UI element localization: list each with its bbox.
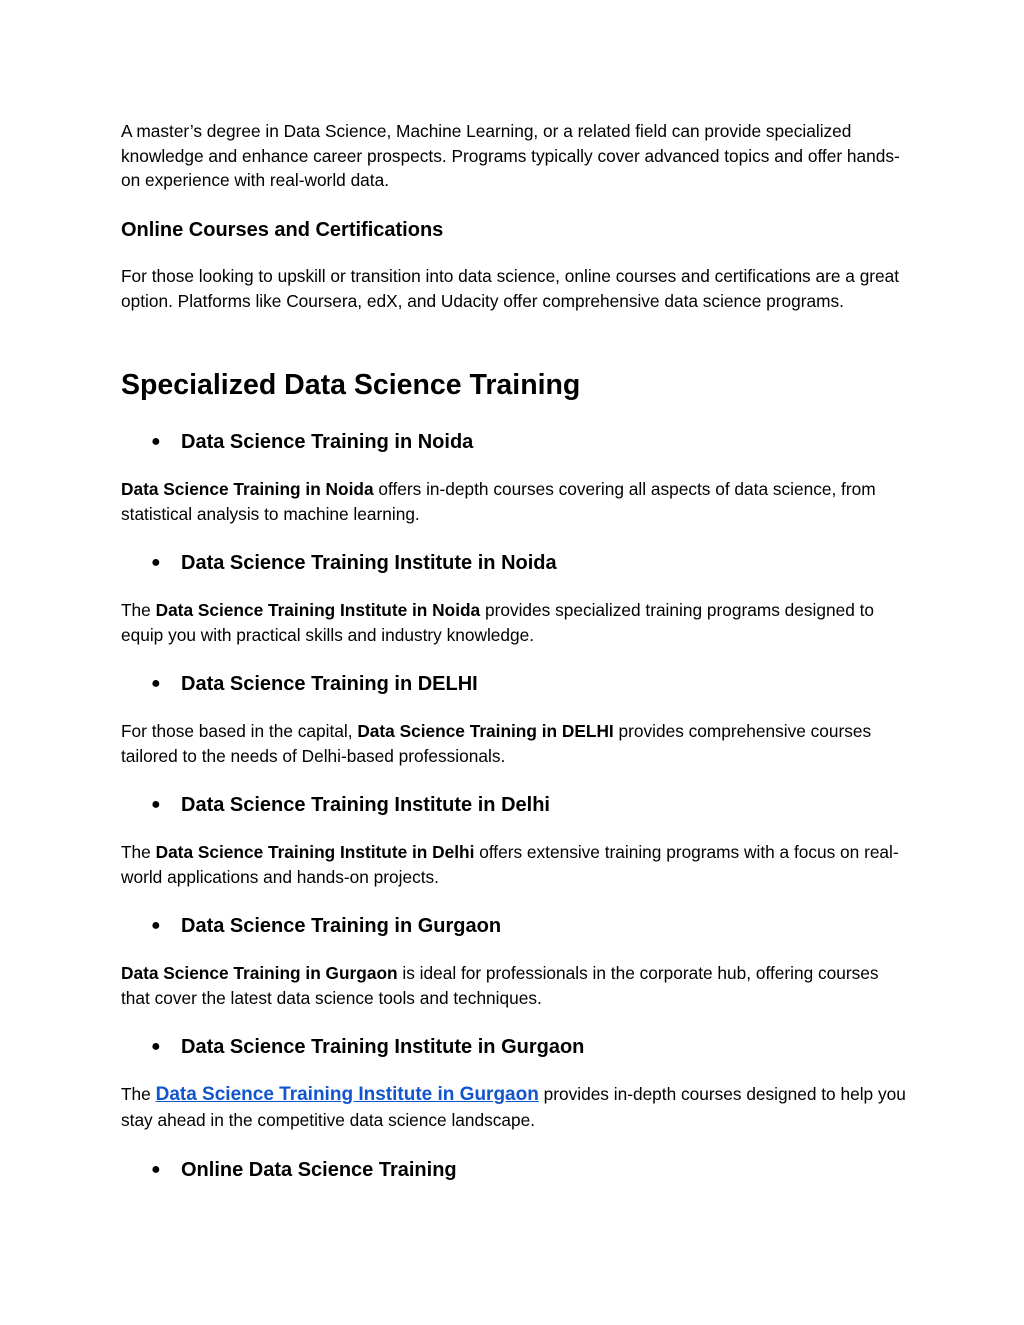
section-noida-body [121, 477, 911, 526]
section-paragraph [121, 840, 911, 889]
online-courses-body [121, 264, 911, 313]
section-heading [121, 550, 911, 576]
section-post-text: is ideal for professionals in the corporate hub, offering courses that cover the latest data science tools and techniques. [121, 963, 879, 1008]
section-heading [121, 792, 911, 818]
section-bold-text: Data Science Training Institute in Noida [155, 600, 481, 620]
section-bold-text: Data Science Training in Noida [121, 479, 374, 499]
section-gurgaon-institute-body [121, 1082, 911, 1132]
online-courses-section [121, 217, 911, 243]
intro-section [121, 119, 911, 193]
section-heading-text: Data Science Training in Gurgaon [181, 915, 502, 937]
section-paragraph [121, 961, 911, 1010]
section-delhi-institute [121, 792, 911, 818]
section-heading-text: Online Data Science Training [181, 1159, 457, 1181]
section-heading-text: Data Science Training in Noida [181, 431, 474, 453]
specialized-heading: Specialized Data Science Training [121, 369, 581, 401]
specialized-section [121, 367, 911, 403]
bullet-icon: ● [151, 1161, 161, 1178]
section-heading-text: Data Science Training Institute in Delhi [181, 794, 550, 816]
bullet-icon: ● [151, 675, 161, 692]
section-pre-text: The [121, 1084, 156, 1104]
bullet-icon: ● [151, 796, 161, 813]
section-heading [121, 1034, 911, 1060]
section-noida [121, 429, 911, 455]
section-post-text: offers in-depth courses covering all aspects of data science, from statistical analysis to machine learning. [121, 479, 876, 524]
section-heading [121, 429, 911, 455]
section-pre-text: The [121, 842, 156, 862]
section-gurgaon-body [121, 961, 911, 1010]
section-noida-institute [121, 550, 911, 576]
section-post-text: provides in-depth courses designed to help you stay ahead in the competitive data science landscape. [121, 1084, 906, 1130]
bullet-icon: ● [151, 917, 161, 934]
section-post-text: provides specialized training programs designed to equip you with practical skills and industry knowledge. [121, 600, 875, 645]
online-courses-heading: Online Courses and Certifications [121, 219, 444, 241]
section-online-training [121, 1157, 911, 1183]
section-pre-text: For those based in the capital, [121, 721, 358, 741]
section-heading-text: Data Science Training Institute in Gurgaon [181, 1036, 585, 1058]
section-pre-text: The [121, 600, 156, 620]
section-bold-text: Data Science Training Institute in Delhi [155, 842, 475, 862]
bullet-icon: ● [151, 554, 161, 571]
section-heading-text: Data Science Training Institute in Noida [181, 552, 557, 574]
section-heading [121, 913, 911, 939]
section-bold-text: Data Science Training in DELHI [357, 721, 614, 741]
bullet-icon: ● [151, 433, 161, 450]
online-courses-paragraph: For those looking to upskill or transition into data science, online courses and certifications are a great option. Platforms like Coursera, edX, and Udacity offer comprehensive data science programs. [121, 266, 900, 311]
gurgaon-institute-link[interactable]: Data Science Training Institute in Gurgaon [155, 1084, 539, 1105]
section-paragraph [121, 1082, 911, 1132]
section-bold-text: Data Science Training in Gurgaon [121, 963, 398, 983]
section-heading [121, 1157, 911, 1183]
section-heading-text: Data Science Training in DELHI [181, 673, 478, 695]
bullet-icon: ● [151, 1038, 161, 1055]
section-post-text: offers extensive training programs with a focus on real-world applications and hands-on projects. [121, 842, 899, 887]
section-delhi-institute-body [121, 840, 911, 889]
section-gurgaon-institute [121, 1034, 911, 1060]
section-delhi-body [121, 719, 911, 768]
intro-paragraph: A master’s degree in Data Science, Machine Learning, or a related field can provide specialized knowledge and enhance career prospects. Programs typically cover advanced topics and offer hands-on experience with real-world data. [121, 121, 900, 190]
section-paragraph [121, 598, 911, 647]
section-paragraph [121, 719, 911, 768]
section-gurgaon [121, 913, 911, 939]
section-noida-institute-body [121, 598, 911, 647]
section-heading [121, 671, 911, 697]
section-paragraph [121, 477, 911, 526]
section-post-text: provides comprehensive courses tailored to the needs of Delhi-based professionals. [121, 721, 872, 766]
section-delhi [121, 671, 911, 697]
